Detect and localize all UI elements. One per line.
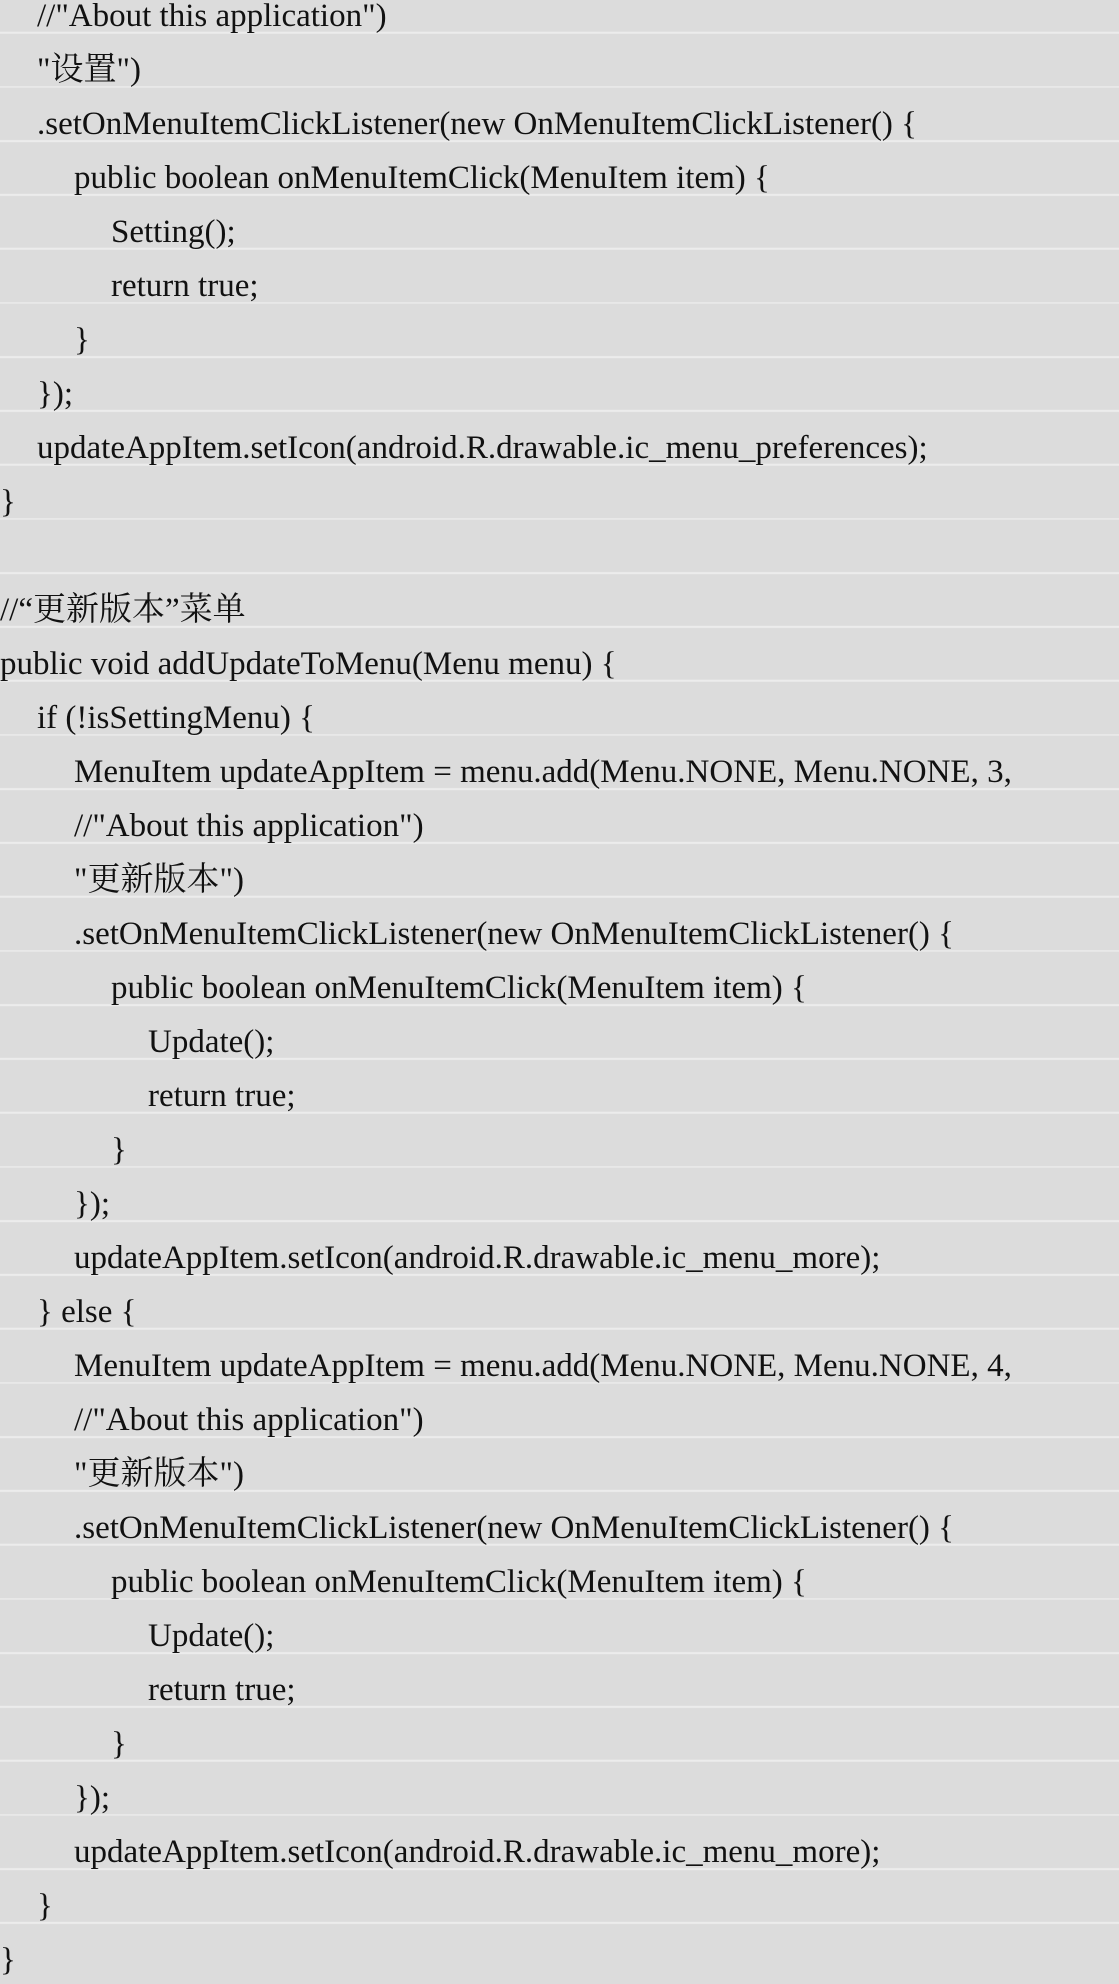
code-line: .setOnMenuItemClickListener(new OnMenuItemClickListener() { [74,1510,955,1546]
code-line: MenuItem updateAppItem = menu.add(Menu.NONE, Menu.NONE, 3, [74,754,1012,790]
code-line: } [111,1726,127,1762]
code-line: return true; [148,1672,296,1708]
code-line: public boolean onMenuItemClick(MenuItem item) { [111,970,807,1006]
code-line: return true; [111,268,259,304]
code-line: }); [74,1780,110,1816]
code-line: }); [74,1186,110,1222]
code-line: } [74,322,90,358]
code-line: //"About this application") [37,0,387,34]
code-line: } [0,484,16,520]
code-line: public boolean onMenuItemClick(MenuItem item) { [74,160,770,196]
code-line: public boolean onMenuItemClick(MenuItem item) { [111,1564,807,1600]
code-line: .setOnMenuItemClickListener(new OnMenuItemClickListener() { [37,106,918,142]
code-line: Update(); [148,1618,275,1654]
code-line: "设置") [37,52,141,88]
code-line: } [37,1888,53,1924]
code-line: //"About this application") [74,1402,424,1438]
code-line: public void addUpdateToMenu(Menu menu) { [0,646,617,682]
code-line: }); [37,376,73,412]
code-line: updateAppItem.setIcon(android.R.drawable.ic_menu_more); [74,1834,881,1870]
code-line: MenuItem updateAppItem = menu.add(Menu.NONE, Menu.NONE, 4, [74,1348,1012,1384]
code-line: return true; [148,1078,296,1114]
code-line: //"About this application") [74,808,424,844]
code-line: updateAppItem.setIcon(android.R.drawable.ic_menu_more); [74,1240,881,1276]
code-line: "更新版本") [74,862,244,898]
code-line: .setOnMenuItemClickListener(new OnMenuItemClickListener() { [74,916,955,952]
code-line: } [0,1942,16,1978]
code-line: updateAppItem.setIcon(android.R.drawable.ic_menu_preferences); [37,430,928,466]
code-line: } [111,1132,127,1168]
code-line: Setting(); [111,214,236,250]
code-line: if (!isSettingMenu) { [37,700,315,736]
code-line: Update(); [148,1024,275,1060]
code-line [0,529,1119,583]
code-line: } else { [37,1294,137,1330]
code-line: //“更新版本”菜单 [0,592,246,628]
code-line: "更新版本") [74,1456,244,1492]
